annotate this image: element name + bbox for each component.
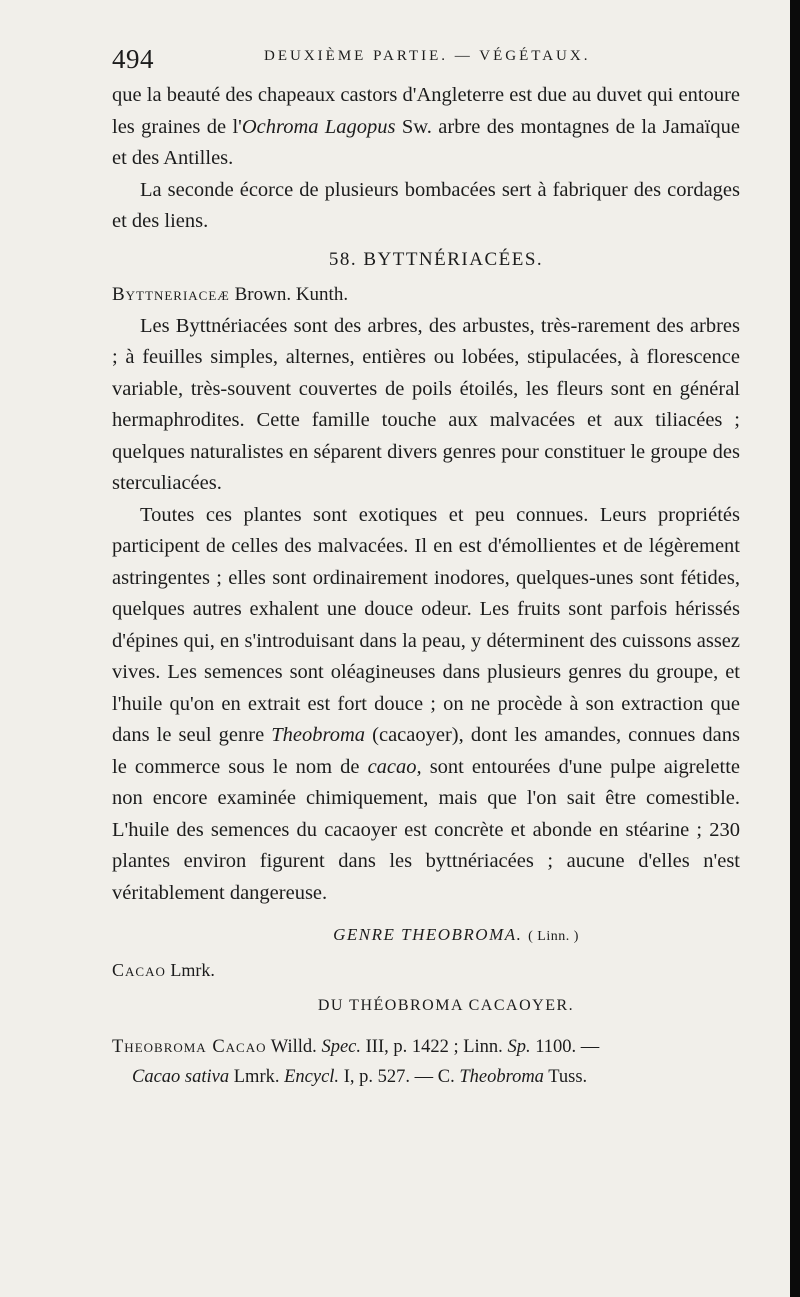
family-synonym	[112, 279, 740, 311]
page-number: 494	[112, 44, 154, 74]
paragraph-properties	[112, 500, 740, 910]
section-title: 58. BYTTNÉRIACÉES.	[328, 248, 544, 270]
citation-text: 1100. —	[530, 1036, 600, 1057]
citation-text: Tuss.	[543, 1066, 588, 1087]
genus-synonym-author: Lmrk.	[170, 959, 215, 980]
synonym-authors: Brown. Kunth.	[234, 284, 349, 305]
genus-heading	[112, 919, 740, 953]
paragraph-description: Les Byttnériacées sont des arbres, des arbustes, très-rarement des arbres ; à feuilles simples, alternes, entières ou lobées, stipulacées, à florescence variable, très-souvent couvertes de poils étoilés, les fleurs sont en général hermaphrodites. Cette famille touche aux malvacées et aux tiliacées ; quelques naturalistes en séparent divers genres pour constituer le groupe des sterculiacées.	[112, 314, 740, 494]
page-body	[112, 80, 740, 1092]
citation-continuation	[112, 1067, 587, 1087]
citation-italic: Cacao sativa	[132, 1066, 230, 1087]
paragraph-intro-text-end: Sw. arbre des montagnes de la Jamaïque et des Antilles.	[112, 115, 740, 169]
citation-italic: Theobroma	[459, 1066, 544, 1087]
synonym-name: Byttneriaceæ	[112, 284, 230, 305]
properties-text-mid: (cacaoyer), dont les amandes, connues dans le commerce sous le nom de	[112, 724, 741, 778]
paragraph-second-bark: La seconde écorce de plusieurs bombacées sert à fabriquer des cordages et des liens.	[112, 178, 740, 232]
genus-title: GENRE THEOBROMA.	[333, 925, 523, 944]
paragraph-intro-text: que la beauté des chapeaux castors d'Angleterre est due au duvet qui entoure les graines de l'	[112, 84, 740, 138]
genus-name-theobroma: Theobroma	[271, 724, 366, 746]
genus-synonym-name: Cacao	[112, 959, 166, 980]
citation-text: Lmrk.	[229, 1066, 285, 1087]
citation-italic: Encycl.	[284, 1066, 340, 1087]
citation-text: III, p. 1422 ; Linn.	[361, 1036, 508, 1057]
properties-text-end: sont entourées d'une pulpe aigrelette non encore examinée chimiquement, mais que l'on sait être comestible. L'huile des semences du cacaoyer est concrète et abonde en stéarine ; 230 plantes environ figurent dans les byttnériacées ; aucune d'elles n'est véritablement dangereuse.	[112, 755, 741, 904]
genus-author: ( Linn. )	[528, 929, 579, 944]
citation-italic: Spec.	[321, 1036, 361, 1057]
term-cacao: cacao,	[367, 755, 422, 778]
species-title: DU THÉOBROMA CACAOYER.	[317, 997, 575, 1014]
citation-text: Willd.	[266, 1036, 322, 1057]
properties-text: Toutes ces plantes sont exotiques et peu connues. Leurs propriétés participent de celles des malvacées. Il en est d'émollientes et de légèrement astringentes ; elles sont ordinairement inodores, quelques-unes sont fétides, quelques autres exhalent une douce odeur. Les fruits sont parfois hérissés d'épines qui, en s'introduisant dans la peau, y déterminent des cuissons assez vives. Les semences sont oléagineuses dans plusieurs genres du groupe, et l'huile qu'on en extrait est fort douce ; on ne procède à son extraction que dans le seul genre	[112, 503, 740, 746]
species-name-ochroma: Ochroma Lagopus	[241, 115, 396, 138]
citation-name: Theobroma Cacao	[112, 1036, 267, 1057]
paragraph-intro	[112, 80, 740, 175]
species-citation	[112, 1032, 740, 1092]
citation-italic: Sp.	[507, 1036, 531, 1057]
citation-text: I, p. 527. — C.	[339, 1066, 460, 1087]
genus-synonym	[112, 955, 740, 987]
running-header	[112, 44, 742, 74]
running-title: DEUXIÈME PARTIE. — VÉGÉTAUX.	[264, 48, 591, 64]
